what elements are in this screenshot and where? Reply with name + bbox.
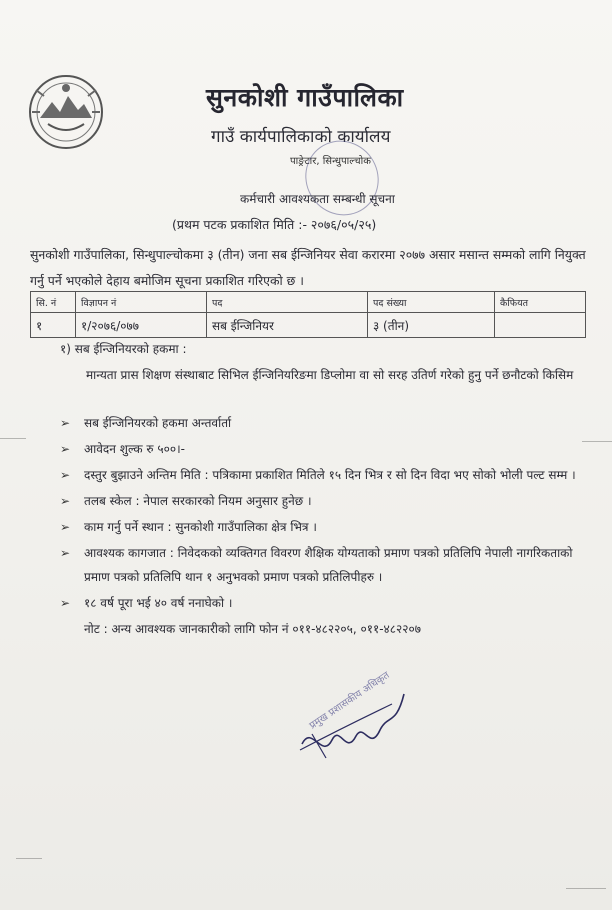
qualification-text: मान्यता प्रास शिक्षण संस्थाबाट सिभिल ईन्जिनियरिङमा डिप्लोमा वा सो सरह उतिर्ण गरेको हुनु पर्ने छनौटको किसिम	[86, 368, 574, 382]
qualification-heading: १) सब ईन्जिनियरको हकमा :	[60, 342, 187, 356]
government-emblem-icon	[26, 72, 106, 152]
note-item: नोट : अन्य आवश्यक जानकारीको लागि फोन नं ०११-४८२२०५, ०११-४८२२०७	[84, 622, 421, 636]
col-post-count: पद संख्या	[368, 292, 495, 313]
col-advert-no: विज्ञापन नं	[76, 292, 207, 313]
scan-mark	[566, 888, 606, 889]
conditions-list	[60, 411, 590, 643]
list-item: ➢ आवेदन शुल्क रु ५००।-	[60, 437, 590, 461]
publication-date: (प्रथम पटक प्रकाशित मिति :- २०७६/०५/२५)	[172, 217, 377, 232]
list-item: ➢ १८ वर्ष पूरा भई ४० वर्ष ननाघेको ।	[60, 591, 590, 615]
cell-post-count: ३ (तीन)	[368, 313, 495, 338]
intro-paragraph: सुनकोशी गाउँपालिका, सिन्धुपाल्चोकमा ३ (तीन) जना सब ईन्जिनियर सेवा करारमा २०७७ असार मसान्त सम्मको लागि नियुक्त गर्नु पर्ने भएकोले देहाय बमोजिम सूचना प्रकाशित गरिएको छ ।	[30, 247, 586, 288]
cell-serial: १	[31, 313, 76, 338]
scan-mark	[582, 441, 612, 442]
col-serial: सि. नं	[31, 292, 76, 313]
list-item: ➢ सब ईन्जिनियरको हकमा अन्तर्वार्ता	[60, 411, 590, 435]
list-item: ➢ काम गर्नु पर्ने स्थान : सुनकोशी गाउँपालिका क्षेत्र भित्र ।	[60, 515, 590, 539]
cell-remarks	[495, 313, 586, 338]
list-item: ➢ तलब स्केल : नेपाल सरकारको नियम अनुसार हुनेछ ।	[60, 489, 590, 513]
col-post: पद	[207, 292, 368, 313]
cell-advert-no: १/२०७६/०७७	[76, 313, 207, 338]
col-remarks: कैफियत	[495, 292, 586, 313]
signatory-stamp: प्रमुख प्रशासकीय अधिकृत	[307, 669, 392, 732]
list-item: ➢ आवश्यक कागजात : निवेदकको व्यक्तिगत विवरण शैक्षिक योग्यताको प्रमाण पत्रको प्रतिलिपि नेपाली नागरिकताको प्रमाण पत्रको प्रतिलिपि थान १ अनुभवको प्रमाण पत्रको प्रतिलिपीहरु ।	[60, 541, 590, 589]
scan-mark	[16, 858, 42, 859]
list-item: ➢ दस्तुर बुझाउने अन्तिम मिति : पत्रिकामा प्रकाशित मितिले १५ दिन भित्र र सो दिन विदा भए सोको भोली पल्ट सम्म ।	[60, 463, 590, 487]
notice-heading: कर्मचारी आवश्यकता सम्बन्धी सूचना	[240, 192, 395, 206]
vacancy-table	[30, 291, 586, 338]
scan-mark	[0, 438, 26, 439]
office-subtitle: गाउँ कार्यपालिकाको कार्यालय	[211, 127, 391, 147]
table-row	[31, 313, 586, 338]
office-address: पाङ्रेटार, सिन्धुपाल्चोक	[290, 156, 371, 167]
office-name: सुनकोशी गाउँपालिका	[206, 83, 404, 112]
cell-post: सब ईन्जिनियर	[207, 313, 368, 338]
table-header-row	[31, 292, 586, 313]
